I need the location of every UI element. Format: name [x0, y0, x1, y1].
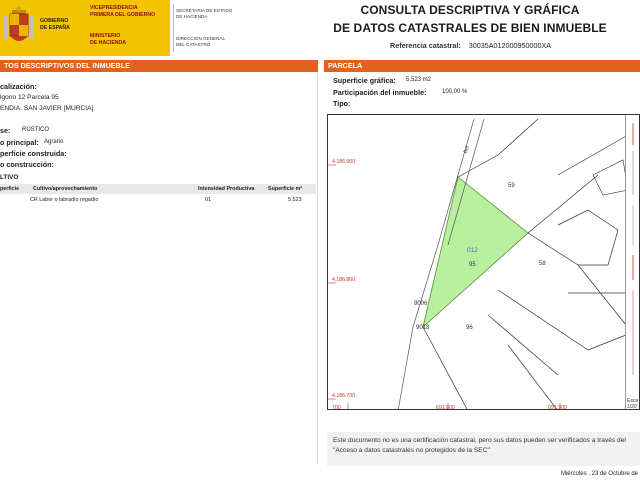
document-title-line1: CONSULTA DESCRIPTIVA Y GRÁFICA — [360, 3, 580, 17]
ref-value: 30035A012000950000XA — [468, 41, 552, 50]
cadastral-map[interactable] — [327, 114, 640, 410]
localizacion-line1: lgono 12 Parcela 95 — [0, 94, 59, 101]
road-label: Bel — [462, 145, 471, 155]
localizacion-line2: ENDIA. SAN JAVIER [MURCIA] — [0, 105, 94, 112]
parcel-label-96: 96 — [466, 325, 473, 331]
referencia-catastral — [390, 41, 551, 50]
coat-of-arms-icon — [2, 6, 36, 48]
government-logo-block — [0, 0, 170, 56]
cell-intensidad: 01 — [205, 197, 211, 203]
col-intensidad: Intensidad Productiva — [198, 186, 255, 192]
tipo-label: Tipo: — [333, 99, 351, 108]
parcel-label-9006: 9006 — [414, 301, 428, 307]
document-title-line2: DE DATOS CATASTRALES DE BIEN INMUEBLE — [333, 21, 607, 35]
map-legend-strip — [625, 115, 639, 410]
cultivo-table-header — [0, 184, 316, 194]
coord-x-1: 700 — [332, 405, 341, 411]
cell-cultivo: CR Labor o labradío regadío — [30, 197, 99, 203]
uso-principal-label: o principal: — [0, 138, 39, 147]
section-parcela: PARCELA — [324, 60, 640, 72]
ministry-bottom-label: MINISTERIO DE HACIENDA — [90, 33, 127, 46]
parcel-label-012: 012 — [467, 247, 478, 254]
ministry-top-label: VICEPRESIDENCIA PRIMERA DEL GOBIERNO — [90, 5, 156, 18]
parcel-label-58: 58 — [539, 261, 546, 267]
header-divider — [173, 4, 174, 52]
localizacion-label: calización: — [0, 82, 37, 91]
clase-value: RÚSTICO — [22, 127, 49, 133]
document-date: Miércoles , 23 de Octubre de — [560, 471, 638, 477]
coord-y-2: 4.186.800 — [332, 277, 356, 283]
disclaimer-note: Este documento no es una certificación catastral, pero sus datos pueden ser verificados a través del "Acceso a datos catastrales no protegidos de la SEC" — [327, 432, 640, 466]
cultivo-label: LTIVO — [0, 174, 19, 181]
scale-indicator: Esca 1/20 — [627, 398, 639, 410]
coord-y-3: 4.186.700 — [332, 393, 356, 399]
parcel-label-95: 95 — [469, 262, 476, 268]
participacion-value: 100,00 % — [442, 89, 468, 95]
section-datos-descriptivos: TOS DESCRIPTIVOS DEL INMUEBLE — [0, 60, 318, 72]
col-subparcela: perficie — [0, 186, 20, 192]
secretaria-label: SECRETARÍA DE ESTADO DE HACIENDA — [176, 8, 233, 19]
coord-x-3: 691.900 — [548, 405, 567, 411]
descriptive-data-panel — [0, 74, 318, 464]
document-header — [0, 0, 640, 58]
direccion-label: DIRECCIÓN GENERAL DEL CATASTRO — [176, 36, 226, 47]
parcel-label-9018: 9018 — [416, 325, 430, 331]
clase-label: se: — [0, 126, 11, 135]
participacion-label: Participación del inmueble: — [333, 88, 427, 97]
map-drawing — [328, 115, 640, 410]
superficie-grafica-value: 5.523 m2 — [406, 77, 432, 83]
col-cultivo: Cultivo/aprovechamiento — [33, 186, 98, 192]
legend-drawing — [626, 115, 640, 410]
cell-superficie: 5.523 — [288, 197, 302, 203]
uso-principal-value: Agrario — [44, 139, 64, 145]
superficie-grafica-label: Superficie gráfica: — [333, 76, 396, 85]
ref-label: Referencia catastral: — [390, 41, 461, 50]
col-superficie: Superficie m² — [268, 186, 303, 192]
table-row — [0, 196, 316, 206]
anio-construccion-label: o construcción: — [0, 160, 54, 169]
gobierno-label: GOBIERNO DE ESPAÑA — [40, 18, 70, 31]
coord-y-1: 4.186.900 — [332, 159, 356, 165]
coord-x-2: 691.800 — [436, 405, 455, 411]
superficie-construida-label: perficie construida: — [0, 149, 67, 158]
parcel-label-59: 59 — [508, 183, 515, 189]
